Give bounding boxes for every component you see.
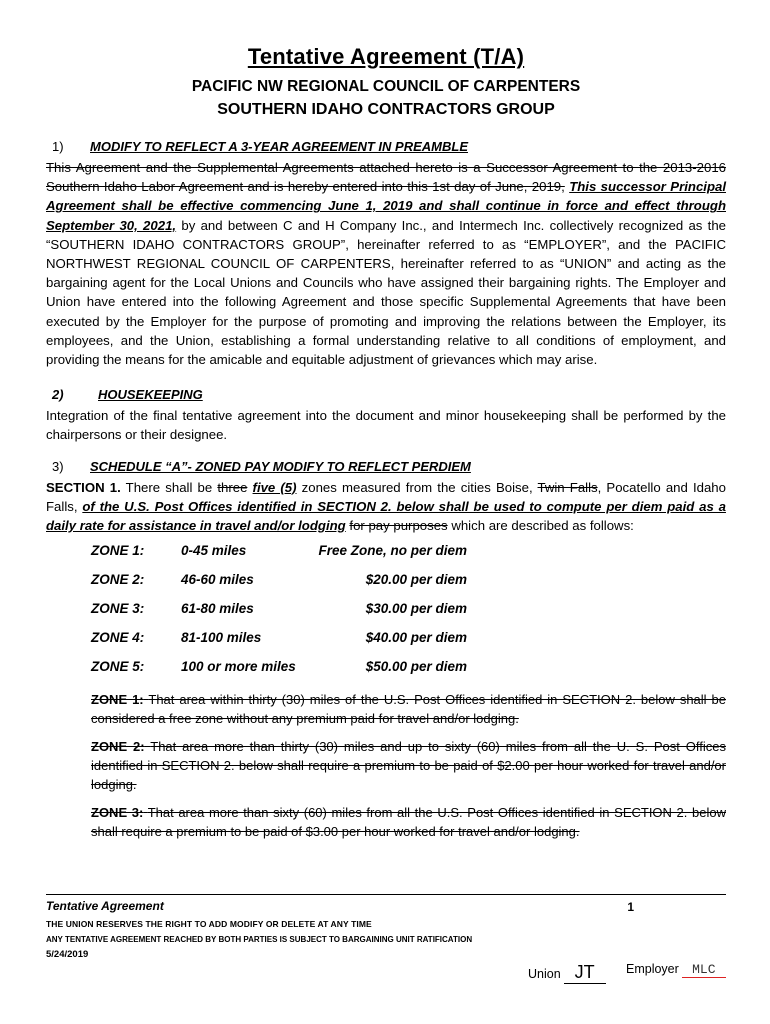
section-2-title: HOUSEKEEPING bbox=[98, 387, 203, 403]
zone-name: ZONE 1: bbox=[91, 543, 145, 559]
zone-miles: 100 or more miles bbox=[181, 659, 296, 675]
zone-miles: 0-45 miles bbox=[181, 543, 247, 559]
zone-name: ZONE 4: bbox=[91, 630, 145, 646]
zone-section-paragraph bbox=[46, 478, 726, 536]
post-office-text: of the U.S. Post Offices identified in SECTION 2. below shall be used to compute per diem paid as a daily rate for assistance in travel and/or lodging bbox=[46, 498, 726, 534]
housekeeping-paragraph: Integration of the final tentative agreement into the document and minor housekeeping shall be performed by the chairpersons or their designee. bbox=[46, 408, 726, 443]
zone-miles: 46-60 miles bbox=[181, 572, 254, 588]
union-label: Union bbox=[528, 967, 561, 981]
zone-rate: $30.00 per diem bbox=[365, 601, 467, 617]
union-reserve-notice: THE UNION RESERVES THE RIGHT TO ADD MODIFY OR DELETE AT ANY TIME bbox=[46, 919, 372, 929]
zone-row bbox=[91, 601, 726, 630]
zone-name: ZONE 3: bbox=[91, 601, 145, 617]
employer-signature bbox=[626, 962, 726, 978]
zone-text-4: which are described as follows: bbox=[451, 518, 634, 534]
section-3-heading bbox=[46, 459, 726, 474]
section-3-title: SCHEDULE “A”- ZONED PAY MODIFY TO REFLECT PERDIEM bbox=[90, 458, 471, 474]
zone-description-label: ZONE 1: bbox=[91, 692, 144, 708]
zone-rate: $40.00 per diem bbox=[365, 630, 467, 646]
struck-pay-purposes: for pay purposes bbox=[349, 518, 448, 534]
zone-rate: $20.00 per diem bbox=[365, 572, 467, 588]
zone-description-text: That area more than sixty (60) miles from all the U.S. Post Offices identified in SECTION 2. below shall require a premium to be paid of $3.00 per hour worked for travel and/or lodging. bbox=[91, 805, 726, 840]
zone-rate: Free Zone, no per diem bbox=[318, 543, 467, 559]
zone-row bbox=[91, 659, 726, 688]
union-initials: JT bbox=[574, 962, 595, 982]
zone-rate: $50.00 per diem bbox=[365, 659, 467, 675]
footer-title: Tentative Agreement bbox=[46, 899, 164, 913]
page-title: Tentative Agreement (T/A) bbox=[247, 44, 525, 69]
zone-table bbox=[91, 543, 726, 688]
zone-text-2: zones measured from the cities Boise, bbox=[301, 479, 533, 495]
zone-description bbox=[91, 737, 726, 794]
section-3-number: 3) bbox=[52, 458, 64, 474]
contractors-group: SOUTHERN IDAHO CONTRACTORS GROUP bbox=[217, 101, 555, 118]
ratification-notice: ANY TENTATIVE AGREEMENT REACHED BY BOTH PARTIES IS SUBJECT TO BARGAINING UNIT RATIFICATION bbox=[46, 935, 473, 944]
zone-description-text: That area more than thirty (30) miles and up to sixty (60) miles from all the U. S. Post Offices identified in SECTION 2. below shall require a premium to be paid of $2.00 per hour worked for travel and/or lodging. bbox=[91, 739, 726, 793]
council-name: PACIFIC NW REGIONAL COUNCIL OF CARPENTERS bbox=[191, 78, 581, 95]
employer-label: Employer bbox=[626, 962, 679, 976]
new-five-zones: five (5) bbox=[252, 479, 297, 495]
page-footer bbox=[46, 894, 726, 960]
zone-description-text: That area within thirty (30) miles of the U.S. Post Offices identified in SECTION 2. below shall be considered a free zone without any premium paid for travel and/or lodging. bbox=[91, 692, 726, 727]
struck-three: three bbox=[217, 479, 248, 495]
successor-agreement-text: This successor Principal Agreement shall be effective commencing June 1, 2019 and shall continue in force and effect through September 30, 2021, bbox=[46, 179, 726, 233]
section-1-title: MODIFY TO REFLECT A 3-YEAR AGREEMENT IN PREAMBLE bbox=[90, 139, 468, 154]
employer-initials-line bbox=[682, 962, 726, 978]
zone-description-label: ZONE 2: bbox=[91, 739, 145, 755]
section-2-heading bbox=[46, 387, 726, 402]
zone-row bbox=[91, 543, 726, 572]
section-label: SECTION 1. bbox=[46, 479, 121, 495]
union-signature bbox=[528, 962, 606, 984]
zone-name: ZONE 2: bbox=[91, 572, 145, 588]
zone-name: ZONE 5: bbox=[91, 659, 145, 675]
employer-initials: MLC bbox=[692, 962, 716, 977]
zone-description-label: ZONE 3: bbox=[91, 805, 144, 821]
zone-text-3: , Pocatello and Idaho Falls, bbox=[46, 479, 726, 514]
preamble-body: by and between C and H Company Inc., and Intermech Inc. collectively recognized as the “SOUTHERN IDAHO CONTRACTORS GROUP”, hereinafter referred to as “EMPLOYER”, and the PACIFIC NORTHWEST REGIONAL COUNCIL OF CARPENTERS, hereinafter referred to as “UNION” and acting as the bargaining agent for the Local Unions and Councils who have assigned their bargaining rights. The Employer and Union have entered into the following Agreement and those specific Supplemental Agreements that have been executed by the Employer for the purpose of promoting and improving the relations between the Employer, its employees, and the Union, establishing a formal understanding relative to all conditions of employment, and providing the means for the amicable and equitable adjustment of grievances which may arise. bbox=[46, 217, 726, 368]
section-1-number: 1) bbox=[52, 139, 64, 154]
zone-miles: 61-80 miles bbox=[181, 601, 254, 617]
zone-description bbox=[91, 803, 726, 841]
zone-miles: 81-100 miles bbox=[181, 630, 262, 646]
document-page bbox=[46, 44, 726, 841]
footer-date: 5/24/2019 bbox=[46, 949, 89, 960]
page-number: 1 bbox=[627, 900, 634, 914]
struck-twin-falls: Twin Falls bbox=[537, 479, 598, 495]
zone-row bbox=[91, 572, 726, 601]
union-initials-line bbox=[564, 962, 606, 984]
preamble-paragraph bbox=[46, 158, 726, 369]
section-2-number: 2) bbox=[52, 387, 64, 403]
section-1-heading bbox=[46, 139, 726, 154]
zone-row bbox=[91, 630, 726, 659]
struck-preamble-text: This Agreement and the Supplemental Agreements attached hereto is a Successor Agreement to the 2013-2016 Southern Idaho Labor Agreement and is hereby entered into this 1st day of June, 2019, bbox=[46, 160, 726, 195]
zone-description bbox=[91, 690, 726, 728]
zone-text-1: There shall be bbox=[125, 479, 213, 495]
